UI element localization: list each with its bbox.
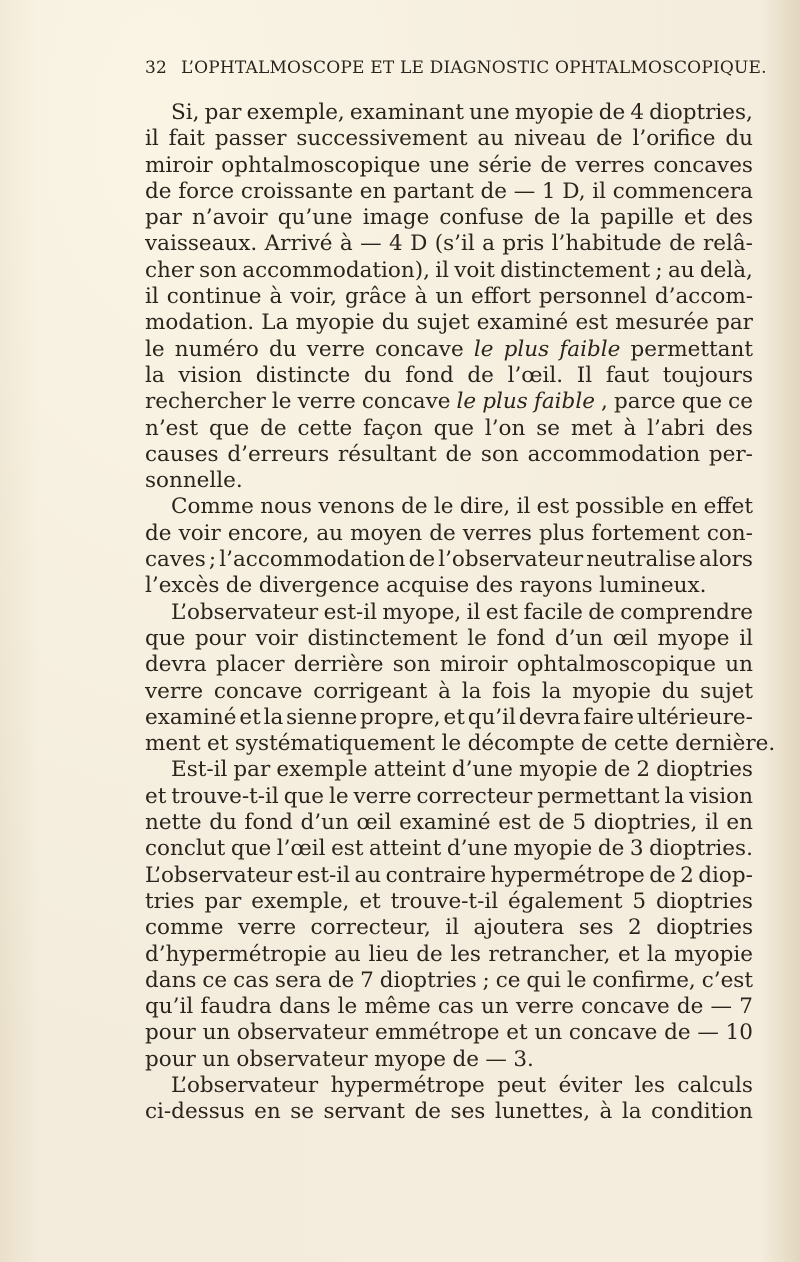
text-line: il fait passer successivement au niveau de l’orifice du [145,126,753,152]
text-line: qu’il faudra dans le même cas un verre concave de — 7 [145,994,753,1020]
text-line: verre concave corrigeant à la fois la myopie du sujet [145,678,753,704]
text-line: rechercher le verre concave le plus faible , parce que ce [145,389,753,415]
text-line: par n’avoir qu’une image confuse de la papille et des [145,205,753,231]
text-line: comme verre correcteur, il ajoutera ses 2 dioptries [145,915,753,941]
text-line: que pour voir distinctement le fond d’un œil myope il [145,625,753,651]
text-line: devra placer derrière son miroir ophtalmoscopique un [145,652,753,678]
text-line: le numéro du verre concave le plus faible permettant [145,336,753,362]
text-line: vaisseaux. Arrivé à — 4 D (s’il a pris l’habitude de relâ- [145,231,753,257]
text-line: dans ce cas sera de 7 dioptries ; ce qui le confirme, c’est [145,967,753,993]
text-line: nette du fond d’un œil examiné est de 5 dioptries, il en [145,810,753,836]
text-line: ment et systématiquement le décompte de cette dernière. [145,731,776,757]
text-line: L’observateur est-il myope, il est facile de comprendre [171,599,753,625]
text-line: tries par exemple, et trouve-t-il également 5 dioptries [145,888,753,914]
page-header [145,58,767,78]
text-line: et trouve-t-il que le verre correcteur permettant la vision [145,783,753,809]
page-number: 32 [145,58,168,78]
text-line: conclut que l’œil est atteint d’une myopie de 3 dioptries. [145,836,753,862]
text-line: cher son accommodation), il voit distinctement ; au delà, [145,257,753,283]
text-line: causes d’erreurs résultant de son accommodation per- [145,441,753,467]
text-line: examiné et la sienne propre, et qu’il devra faire ultérieure- [145,704,753,730]
text-line: Est-il par exemple atteint d’une myopie de 2 dioptries [171,757,753,783]
text-line: de voir encore, au moyen de verres plus fortement con- [145,520,753,546]
text-line: modation. La myopie du sujet examiné est mesurée par [145,310,753,336]
text-line: Comme nous venons de le dire, il est possible en effet [171,494,753,520]
text-line: ci-dessus en se servant de ses lunettes, à la condition [145,1099,753,1125]
text-line: L’observateur est-il au contraire hypermétrope de 2 diop- [145,862,753,888]
text-line: l’excès de divergence acquise des rayons lumineux. [145,573,707,599]
text-line: caves ; l’accommodation de l’observateur neutralise alors [145,547,753,573]
text-line: pour un observateur emmétrope et un concave de — 10 [145,1020,753,1046]
text-line: il continue à voir, grâce à un effort personnel d’accom- [145,284,753,310]
text-line: de force croissante en partant de — 1 D, il commencera [145,178,753,204]
text-line: la vision distincte du fond de l’œil. Il faut toujours [145,362,753,388]
text-line: n’est que de cette façon que l’on se met à l’abri des [145,415,753,441]
text-line: d’hypermétropie au lieu de les retrancher, et la myopie [145,941,753,967]
body-text [145,100,776,1126]
text-line: miroir ophtalmoscopique une série de verres concaves [145,152,753,178]
text-line: pour un observateur myope de — 3. [145,1046,534,1072]
text-line: sonnelle. [145,468,243,494]
running-head: L’OPHTALMOSCOPE ET LE DIAGNOSTIC OPHTALMOSCOPIQUE. [181,58,767,78]
text-line: L’observateur hypermétrope peut éviter les calculs [171,1072,753,1098]
text-line: Si, par exemple, examinant une myopie de 4 dioptries, [171,100,753,125]
